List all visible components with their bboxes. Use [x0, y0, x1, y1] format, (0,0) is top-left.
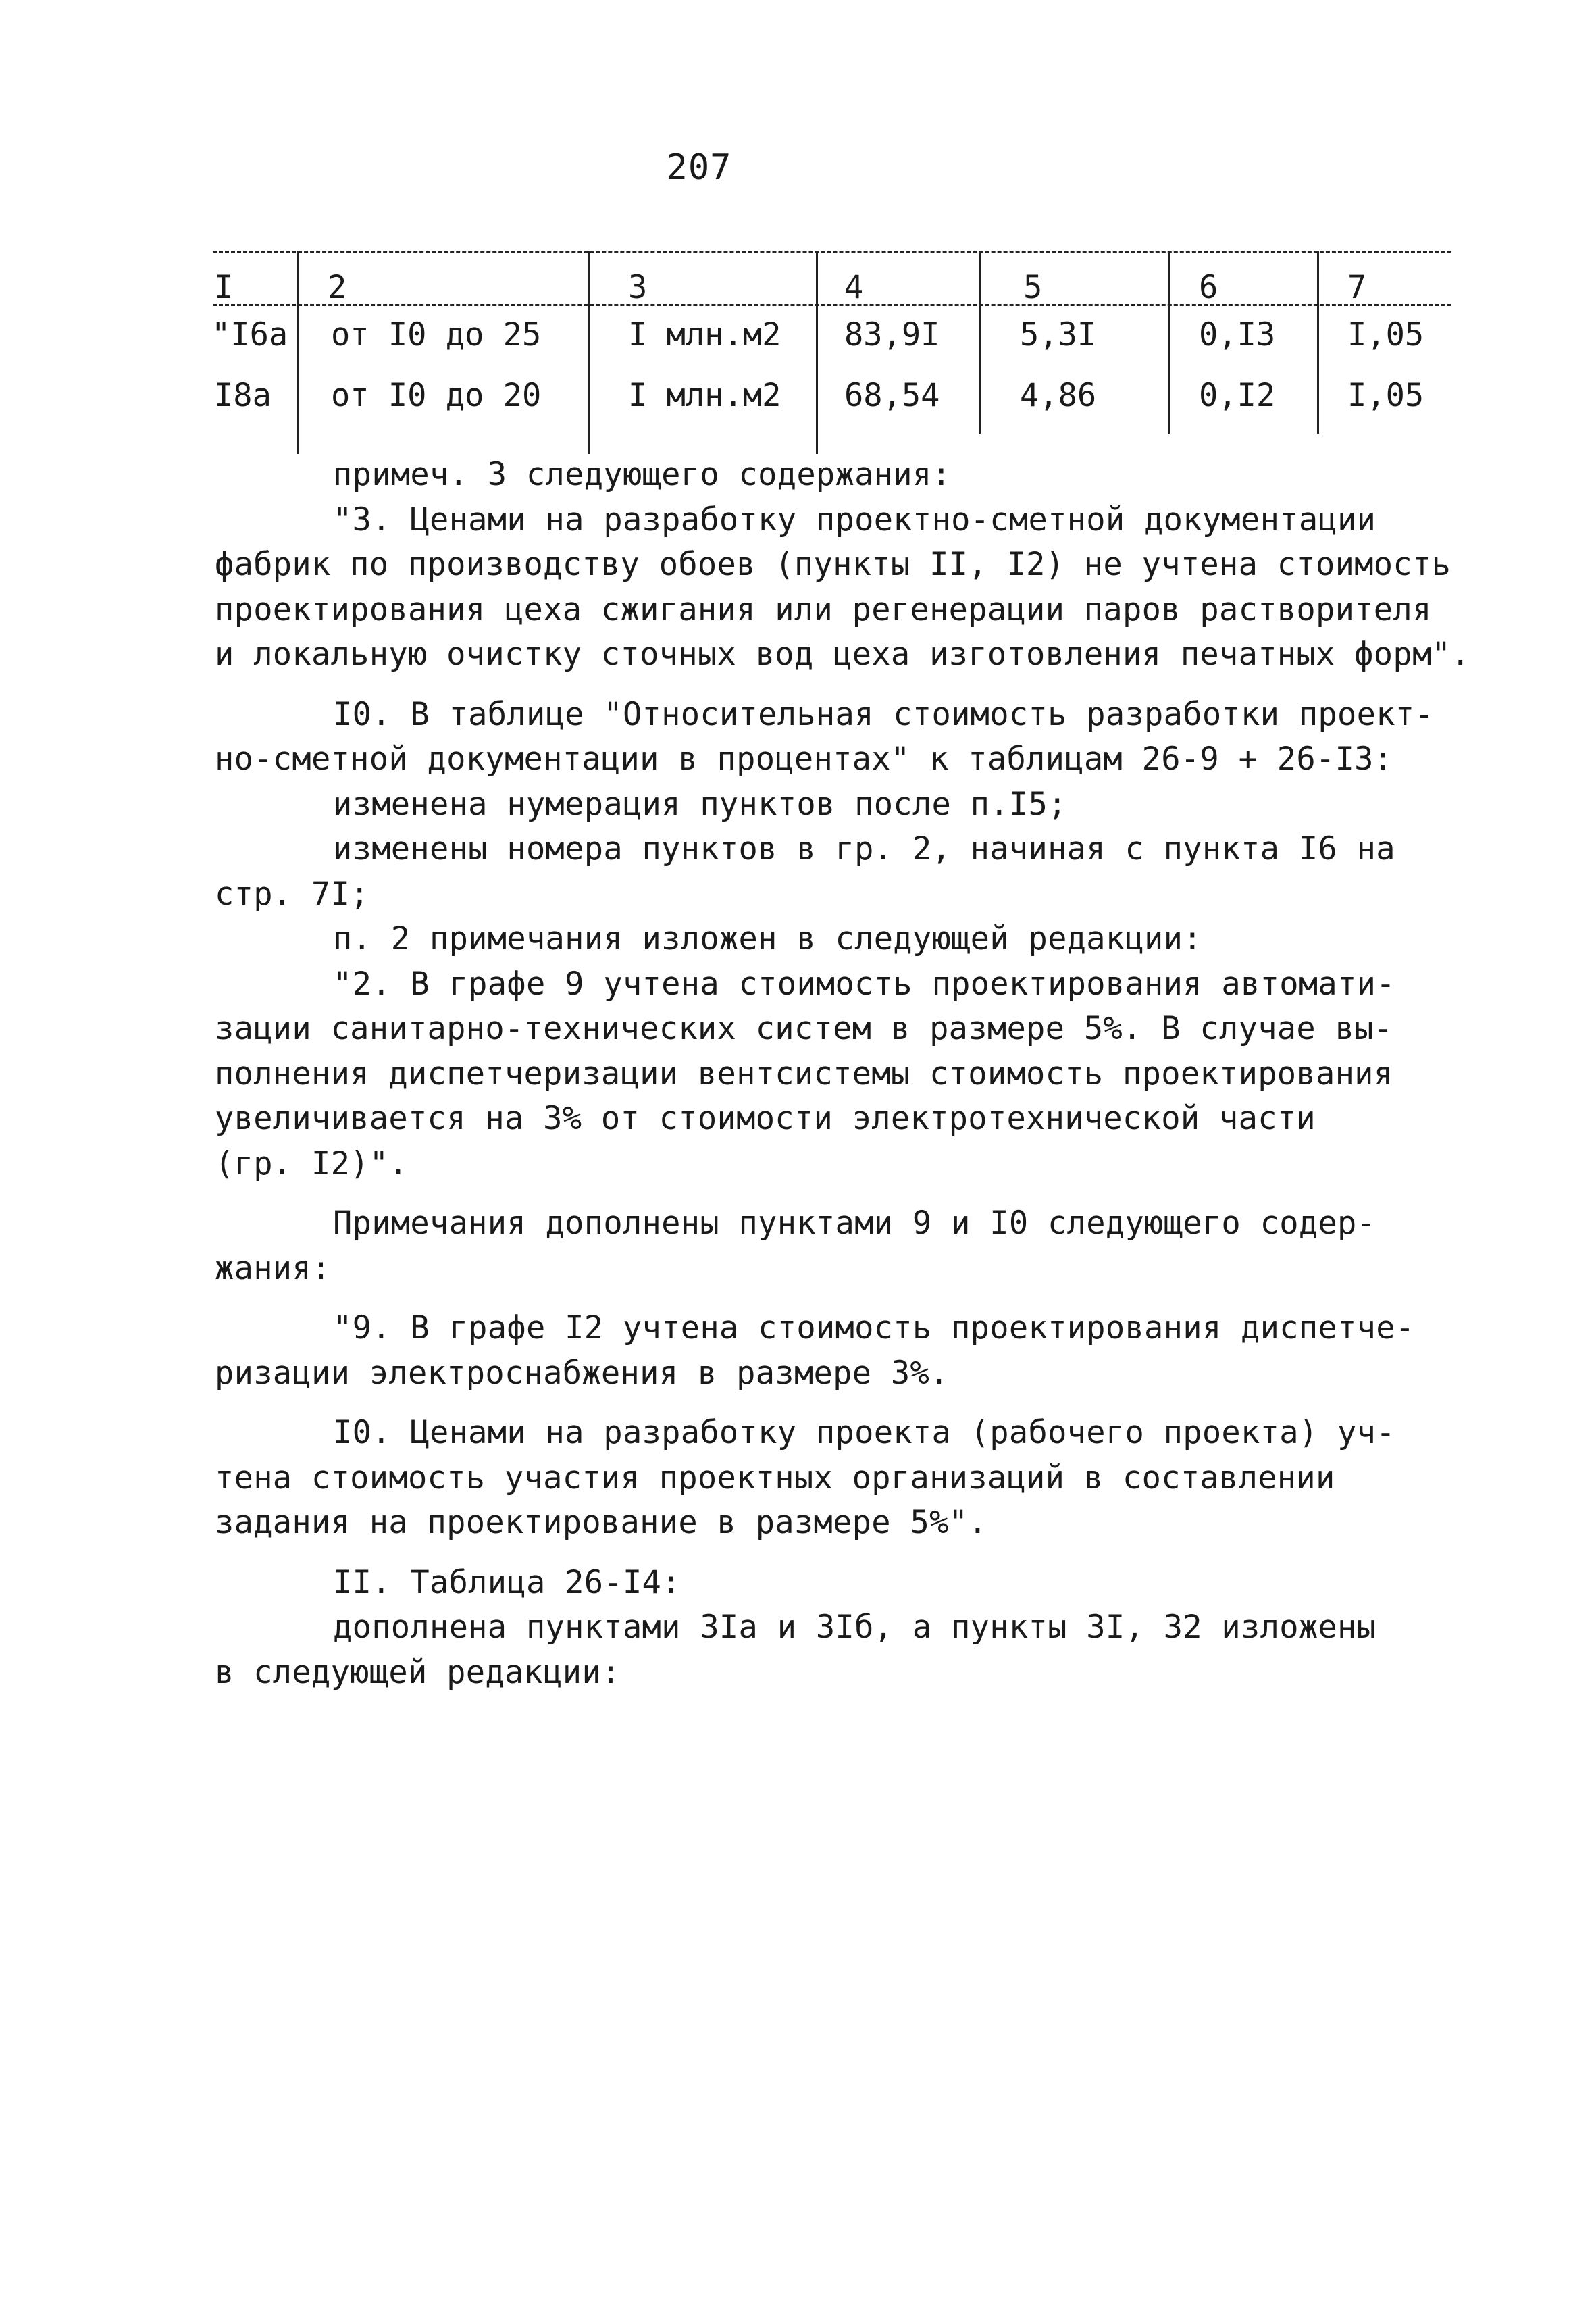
text-line: II. Таблица 26-I4: — [333, 1563, 681, 1601]
text-line: I0. Ценами на разработку проекта (рабочего проекта) уч- — [333, 1414, 1395, 1451]
text-line: увеличивается на 3% от стоимости электротехнической части — [215, 1100, 1316, 1137]
page-number: 207 — [666, 147, 732, 188]
text-line: проектирования цеха сжигания или регенерации паров растворителя — [215, 590, 1432, 628]
table-header-rule — [213, 304, 1451, 306]
table-cell: от I0 до 20 — [331, 377, 542, 414]
table-cell: 0,I3 — [1199, 316, 1276, 353]
table-cell: "I6a — [211, 316, 288, 353]
text-line: "2. В графе 9 учтена стоимость проектирования автомати- — [333, 965, 1395, 1003]
text-line: изменены номера пунктов в гр. 2, начиная с пункта I6 на — [333, 830, 1395, 867]
table-cell: 5,3I — [1020, 316, 1097, 353]
paragraph-gap — [215, 1291, 1464, 1306]
text-line: фабрик по производству обоев (пункты II, I2) не учтена стоимость — [215, 546, 1451, 583]
column-divider — [297, 251, 299, 454]
paragraph-gap — [215, 678, 1464, 693]
table-header-cell: 5 — [1023, 269, 1043, 306]
text-line: "9. В графе I2 учтена стоимость проектирования диспетче- — [333, 1309, 1415, 1347]
text-line: стр. 7I; — [215, 875, 369, 913]
text-line: в следующей редакции: — [215, 1653, 621, 1691]
text-line: но-сметной документации в процентах" к таблицам 26-9 + 26-I3: — [215, 740, 1393, 778]
table-header-cell: 3 — [628, 269, 648, 306]
rates-table — [213, 251, 1451, 454]
text-line: Примечания дополнены пунктами 9 и I0 следующего содер- — [333, 1205, 1376, 1242]
text-line: примеч. 3 следующего содержания: — [333, 456, 952, 493]
text-line: п. 2 примечания изложен в следующей редакции: — [333, 920, 1202, 957]
table-top-rule — [213, 251, 1451, 253]
column-divider — [979, 251, 981, 434]
table-header-cell: I — [214, 269, 234, 306]
text-line: и локальную очистку сточных вод цеха изготовления печатных форм". — [215, 636, 1470, 673]
text-line: тена стоимость участия проектных организаций в составлении — [215, 1459, 1335, 1496]
text-line: изменена нумерация пунктов после п.I5; — [333, 785, 1067, 823]
text-line: дополнена пунктами 3Iа и 3Iб, а пункты 3I, 32 изложены — [333, 1609, 1376, 1646]
column-divider — [816, 251, 818, 454]
text-line: зации санитарно-технических систем в размере 5%. В случае вы- — [215, 1010, 1393, 1047]
table-cell: I млн.м2 — [628, 316, 781, 353]
table-cell: 83,9I — [844, 316, 940, 353]
column-divider — [588, 251, 590, 454]
column-divider — [1317, 251, 1319, 434]
table-header-cell: 4 — [844, 269, 864, 306]
document-body — [215, 453, 1470, 1695]
paragraph-gap — [215, 1186, 1464, 1201]
table-cell: от I0 до 25 — [331, 316, 542, 353]
table-header-cell: 6 — [1199, 269, 1218, 306]
text-line: I0. В таблице "Относительная стоимость разработки проект- — [333, 695, 1434, 733]
table-cell: 68,54 — [844, 377, 940, 414]
table-cell: I млн.м2 — [628, 377, 781, 414]
table-header-cell: 2 — [328, 269, 347, 306]
table-cell: I,05 — [1347, 377, 1424, 414]
paragraph-gap — [215, 1396, 1464, 1411]
text-line: полнения диспетчеризации вентсистемы стоимость проектирования — [215, 1055, 1393, 1092]
table-cell: 0,I2 — [1199, 377, 1276, 414]
table-cell: 4,86 — [1020, 377, 1097, 414]
table-cell: I8a — [214, 377, 272, 414]
paragraph-gap — [215, 1546, 1464, 1561]
table-header-cell: 7 — [1347, 269, 1367, 306]
text-line: "3. Ценами на разработку проектно-сметной документации — [333, 501, 1376, 538]
text-line: задания на проектирование в размере 5%". — [215, 1504, 987, 1541]
table-cell: I,05 — [1347, 316, 1424, 353]
text-line: жания: — [215, 1249, 331, 1287]
text-line: ризации электроснабжения в размере 3%. — [215, 1354, 949, 1392]
text-line: (гр. I2)". — [215, 1145, 408, 1182]
column-divider — [1168, 251, 1170, 434]
